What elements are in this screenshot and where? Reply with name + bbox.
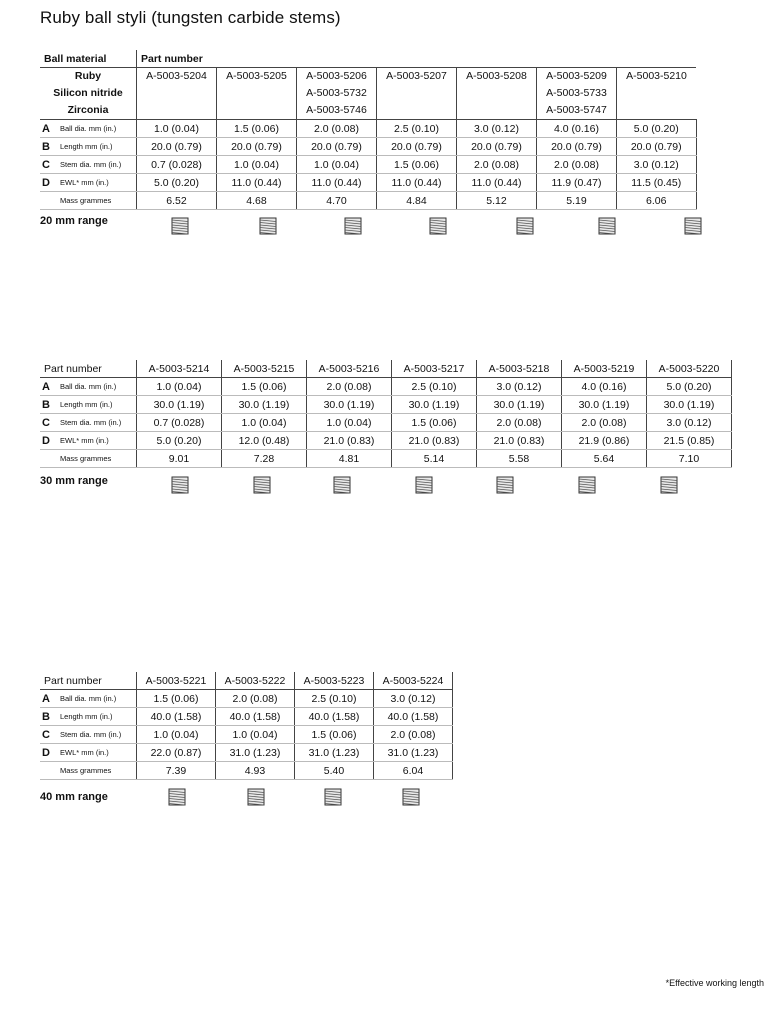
value-cell: 4.0 (0.16): [537, 120, 617, 138]
part-number: A-5003-5206: [306, 70, 367, 82]
part-number-cell: A-5003-5222: [216, 672, 295, 690]
spec-table-40mm: [40, 672, 453, 780]
part-number-cell: [377, 68, 457, 120]
thread: [325, 789, 341, 805]
value-cell: 1.0 (0.04): [222, 414, 307, 432]
row-letter: [40, 762, 58, 780]
part-number-cell: A-5003-5214: [137, 360, 222, 378]
value-cell: 1.0 (0.04): [137, 378, 222, 396]
row-label: EWL* mm (in.): [58, 432, 137, 450]
value-cell: 20.0 (0.79): [377, 138, 457, 156]
value-cell: 7.39: [137, 762, 216, 780]
part-number-header: Part number: [40, 672, 137, 690]
material-zirconia: Zirconia: [67, 104, 109, 116]
range-label-40mm: 40 mm range: [40, 791, 108, 803]
part-number: A-5003-5210: [626, 70, 687, 82]
value-cell: 31.0 (1.23): [295, 744, 374, 762]
footnote: *Effective working length: [665, 978, 764, 988]
stylus-icon: [148, 218, 212, 418]
value-cell: 2.0 (0.08): [374, 726, 453, 744]
row-letter: C: [40, 726, 58, 744]
part-number: A-5003-5209: [546, 70, 607, 82]
row-label: Ball dia. mm (in.): [58, 690, 137, 708]
stylus-icon: [575, 218, 639, 418]
value-cell: 5.19: [537, 192, 617, 210]
part-number: [137, 102, 216, 119]
value-cell: 3.0 (0.12): [374, 690, 453, 708]
value-cell: 1.5 (0.06): [217, 120, 297, 138]
value-cell: 5.14: [392, 450, 477, 468]
value-cell: 11.0 (0.44): [217, 174, 297, 192]
value-cell: 6.04: [374, 762, 453, 780]
value-cell: 5.0 (0.20): [647, 378, 732, 396]
value-cell: 11.0 (0.44): [297, 174, 377, 192]
spec-row: [40, 120, 696, 138]
value-cell: 7.28: [222, 450, 307, 468]
value-cell: 3.0 (0.12): [457, 120, 537, 138]
value-cell: 6.06: [617, 192, 697, 210]
thread: [345, 218, 361, 234]
value-cell: 4.81: [307, 450, 392, 468]
row-label: Mass grammes: [58, 450, 137, 468]
spec-row: [40, 708, 453, 726]
value-cell: 7.10: [647, 450, 732, 468]
row-letter: [40, 450, 58, 468]
part-number: [457, 85, 536, 102]
part-number-cell: [617, 68, 697, 120]
value-cell: 40.0 (1.58): [374, 708, 453, 726]
value-cell: 2.0 (0.08): [297, 120, 377, 138]
stylus-icon: [230, 477, 294, 677]
spec-row: [40, 690, 453, 708]
row-label: Mass grammes: [58, 762, 137, 780]
thread: [497, 477, 513, 493]
value-cell: 21.0 (0.83): [392, 432, 477, 450]
part-number: [617, 102, 696, 119]
row-label: EWL* mm (in.): [58, 174, 137, 192]
row-letter: D: [40, 432, 58, 450]
stylus-icon: [224, 789, 288, 989]
value-cell: 4.68: [217, 192, 297, 210]
row-letter: A: [40, 120, 58, 138]
value-cell: 1.5 (0.06): [377, 156, 457, 174]
row-letter: A: [40, 378, 58, 396]
thread: [685, 218, 701, 234]
stylus-icon: [555, 477, 619, 677]
value-cell: 21.0 (0.83): [307, 432, 392, 450]
value-cell: 30.0 (1.19): [477, 396, 562, 414]
value-cell: 4.84: [377, 192, 457, 210]
spec-row: [40, 762, 453, 780]
thread: [599, 218, 615, 234]
part-number-cell: [457, 68, 537, 120]
value-cell: 2.0 (0.08): [216, 690, 295, 708]
row-label: EWL* mm (in.): [58, 744, 137, 762]
material-list: [40, 68, 137, 120]
spec-table-20mm: [40, 50, 697, 210]
value-cell: 21.0 (0.83): [477, 432, 562, 450]
ball-material-header: Ball material: [40, 50, 137, 68]
part-number: A-5003-5208: [466, 70, 527, 82]
stylus-icon: [301, 789, 365, 989]
value-cell: 1.5 (0.06): [137, 690, 216, 708]
value-cell: 5.0 (0.20): [617, 120, 697, 138]
range-label-20mm: 20 mm range: [40, 215, 108, 227]
value-cell: 11.0 (0.44): [457, 174, 537, 192]
value-cell: 5.0 (0.20): [137, 174, 217, 192]
value-cell: 20.0 (0.79): [457, 138, 537, 156]
thread: [579, 477, 595, 493]
value-cell: 4.70: [297, 192, 377, 210]
value-cell: 2.5 (0.10): [295, 690, 374, 708]
thread: [172, 477, 188, 493]
value-cell: 5.12: [457, 192, 537, 210]
value-cell: 30.0 (1.19): [222, 396, 307, 414]
value-cell: 2.5 (0.10): [392, 378, 477, 396]
thread: [169, 789, 185, 805]
part-number: [217, 102, 296, 119]
material-silicon-nitride: Silicon nitride: [53, 87, 123, 99]
spec-row: [40, 744, 453, 762]
row-letter: C: [40, 156, 58, 174]
value-cell: 11.0 (0.44): [377, 174, 457, 192]
spec-row: [40, 726, 453, 744]
value-cell: 4.0 (0.16): [562, 378, 647, 396]
value-cell: 5.58: [477, 450, 562, 468]
part-number-cell: A-5003-5215: [222, 360, 307, 378]
stylus-icon: [310, 477, 374, 677]
stylus-icon: [379, 789, 443, 989]
row-label: Length mm (in.): [58, 708, 137, 726]
part-number-cell: A-5003-5216: [307, 360, 392, 378]
stylus-icon: [637, 477, 701, 677]
row-letter: D: [40, 174, 58, 192]
value-cell: 1.0 (0.04): [137, 120, 217, 138]
stylus-icon: [406, 218, 470, 418]
value-cell: 1.0 (0.04): [216, 726, 295, 744]
row-letter: A: [40, 690, 58, 708]
value-cell: 3.0 (0.12): [617, 156, 697, 174]
thread: [172, 218, 188, 234]
value-cell: 40.0 (1.58): [295, 708, 374, 726]
page-title: Ruby ball styli (tungsten carbide stems): [40, 8, 341, 27]
part-number-cell: A-5003-5224: [374, 672, 453, 690]
part-number: A-5003-5746: [306, 104, 367, 116]
part-number-cell: A-5003-5217: [392, 360, 477, 378]
value-cell: 6.52: [137, 192, 217, 210]
thread: [260, 218, 276, 234]
row-label: Stem dia. mm (in.): [58, 726, 137, 744]
value-cell: 3.0 (0.12): [647, 414, 732, 432]
part-number-cell: A-5003-5219: [562, 360, 647, 378]
thread: [416, 477, 432, 493]
value-cell: 5.40: [295, 762, 374, 780]
part-number-header: Part number: [40, 360, 137, 378]
value-cell: 1.0 (0.04): [217, 156, 297, 174]
row-letter: D: [40, 744, 58, 762]
value-cell: 9.01: [137, 450, 222, 468]
value-cell: 11.9 (0.47): [537, 174, 617, 192]
part-number: A-5003-5204: [146, 70, 207, 82]
stylus-icon: [661, 218, 725, 418]
value-cell: 30.0 (1.19): [307, 396, 392, 414]
value-cell: 3.0 (0.12): [477, 378, 562, 396]
value-cell: 30.0 (1.19): [392, 396, 477, 414]
value-cell: 21.5 (0.85): [647, 432, 732, 450]
part-number-header: Part number: [137, 50, 697, 68]
spec-row: [40, 138, 696, 156]
value-cell: 11.5 (0.45): [617, 174, 697, 192]
value-cell: 1.5 (0.06): [222, 378, 307, 396]
value-cell: 5.0 (0.20): [137, 432, 222, 450]
spec-row: [40, 156, 696, 174]
part-number: [457, 102, 536, 119]
value-cell: 2.0 (0.08): [537, 156, 617, 174]
part-number: A-5003-5732: [306, 87, 367, 99]
value-cell: 20.0 (0.79): [297, 138, 377, 156]
row-label: Length mm (in.): [58, 396, 137, 414]
value-cell: 2.5 (0.10): [377, 120, 457, 138]
stylus-icon: [321, 218, 385, 418]
spec-row: [40, 432, 732, 450]
stylus-icon: [473, 477, 537, 677]
value-cell: 2.0 (0.08): [457, 156, 537, 174]
value-cell: 5.64: [562, 450, 647, 468]
row-label: Stem dia. mm (in.): [58, 414, 137, 432]
value-cell: 30.0 (1.19): [647, 396, 732, 414]
row-label: Ball dia. mm (in.): [58, 378, 137, 396]
value-cell: 1.5 (0.06): [295, 726, 374, 744]
thread: [430, 218, 446, 234]
part-number-cell: [537, 68, 617, 120]
part-number-cell: [297, 68, 377, 120]
value-cell: 40.0 (1.58): [137, 708, 216, 726]
value-cell: 31.0 (1.23): [374, 744, 453, 762]
thread: [403, 789, 419, 805]
thread: [517, 218, 533, 234]
row-letter: C: [40, 414, 58, 432]
part-number: A-5003-5733: [546, 87, 607, 99]
material-ruby: Ruby: [74, 70, 102, 82]
spec-row: [40, 192, 696, 210]
part-number: [377, 85, 456, 102]
part-number-cell: [137, 68, 217, 120]
part-number: A-5003-5747: [546, 104, 607, 116]
value-cell: 30.0 (1.19): [137, 396, 222, 414]
value-cell: 0.7 (0.028): [137, 414, 222, 432]
part-number: A-5003-5205: [226, 70, 287, 82]
row-label: Stem dia. mm (in.): [58, 156, 137, 174]
value-cell: 4.93: [216, 762, 295, 780]
row-letter: B: [40, 396, 58, 414]
stylus-icon: [493, 218, 557, 418]
stylus-icon: [145, 789, 209, 989]
row-label: Ball dia. mm (in.): [58, 120, 137, 138]
stylus-icon: [236, 218, 300, 418]
value-cell: 20.0 (0.79): [537, 138, 617, 156]
part-number: [377, 102, 456, 119]
row-letter: B: [40, 708, 58, 726]
value-cell: 1.0 (0.04): [137, 726, 216, 744]
value-cell: 30.0 (1.19): [562, 396, 647, 414]
stylus-icon: [148, 477, 212, 677]
row-label: Length mm (in.): [58, 138, 137, 156]
part-number-cell: [217, 68, 297, 120]
row-letter: B: [40, 138, 58, 156]
row-letter: [40, 192, 58, 210]
thread: [248, 789, 264, 805]
value-cell: 12.0 (0.48): [222, 432, 307, 450]
value-cell: 1.0 (0.04): [297, 156, 377, 174]
spec-row: [40, 174, 696, 192]
value-cell: 1.0 (0.04): [307, 414, 392, 432]
value-cell: 0.7 (0.028): [137, 156, 217, 174]
part-number: [217, 85, 296, 102]
part-number: [617, 85, 696, 102]
range-label-30mm: 30 mm range: [40, 475, 108, 487]
value-cell: 20.0 (0.79): [137, 138, 217, 156]
part-number: [137, 85, 216, 102]
part-number-cell: A-5003-5218: [477, 360, 562, 378]
part-number-cell: A-5003-5221: [137, 672, 216, 690]
value-cell: 40.0 (1.58): [216, 708, 295, 726]
value-cell: 21.9 (0.86): [562, 432, 647, 450]
value-cell: 20.0 (0.79): [217, 138, 297, 156]
value-cell: 2.0 (0.08): [562, 414, 647, 432]
spec-row: [40, 450, 732, 468]
stylus-icon: [392, 477, 456, 677]
thread: [661, 477, 677, 493]
part-number: A-5003-5207: [386, 70, 447, 82]
value-cell: 2.0 (0.08): [307, 378, 392, 396]
thread: [334, 477, 350, 493]
value-cell: 2.0 (0.08): [477, 414, 562, 432]
value-cell: 20.0 (0.79): [617, 138, 697, 156]
row-label: Mass grammes: [58, 192, 137, 210]
value-cell: 1.5 (0.06): [392, 414, 477, 432]
part-number-cell: A-5003-5220: [647, 360, 732, 378]
thread: [254, 477, 270, 493]
value-cell: 22.0 (0.87): [137, 744, 216, 762]
value-cell: 31.0 (1.23): [216, 744, 295, 762]
part-number-cell: A-5003-5223: [295, 672, 374, 690]
